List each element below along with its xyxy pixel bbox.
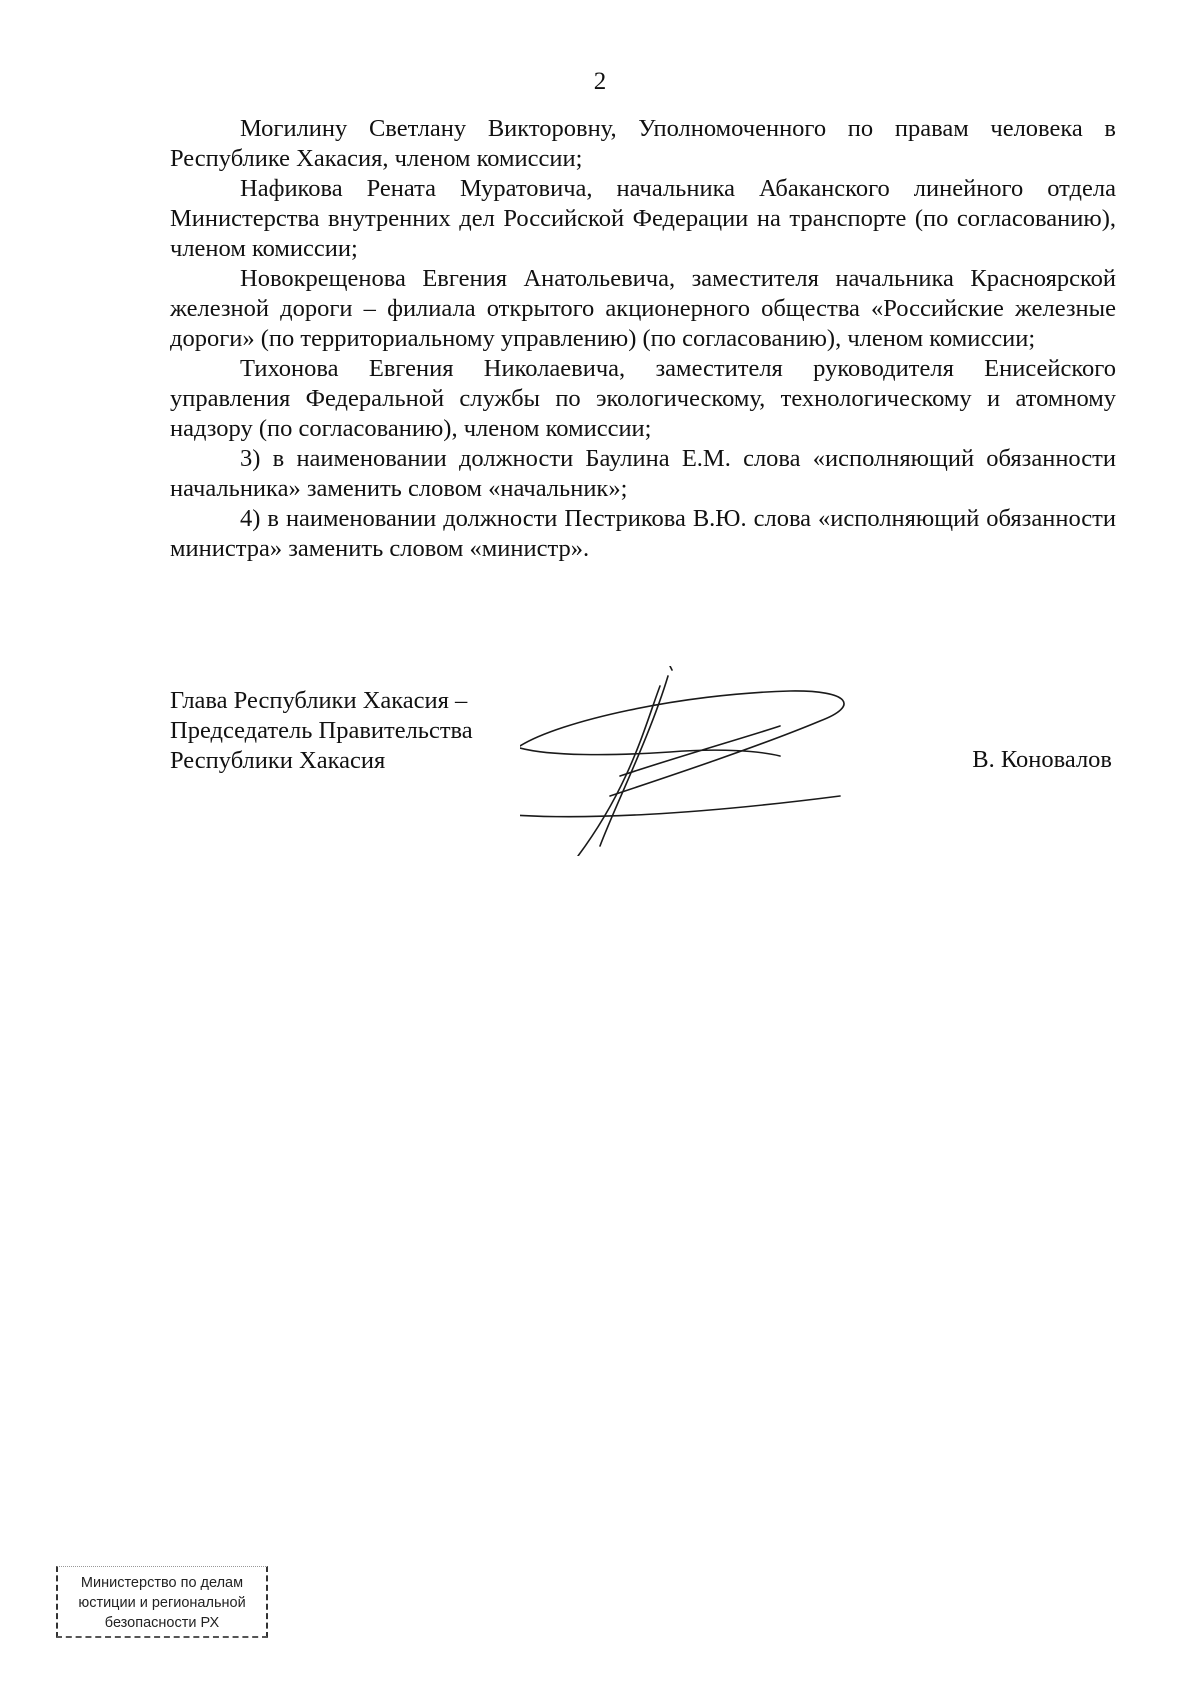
paragraph-nafikov: Нафикова Рената Муратовича, начальника Абаканского линейного отдела Министерства внутренних дел Российской Федерации на транспорте (по согласованию), членом комиссии; — [170, 175, 1116, 262]
page-number: 2 — [593, 68, 607, 95]
paragraph-mogilina: Могилину Светлану Викторовну, Уполномоченного по правам человека в Республике Хакасия, членом комиссии; — [170, 115, 1116, 172]
signatory-title-line: Республики Хакасия — [170, 747, 386, 774]
signatory-title-line: Председатель Правительства — [170, 717, 473, 744]
signatory-title-line: Глава Республики Хакасия – — [170, 687, 468, 714]
stamp-line: безопасности РХ — [104, 1615, 220, 1631]
paragraph-item-3: 3) в наименовании должности Баулина Е.М. слова «исполняющий обязанности начальника» заменить словом «начальник»; — [170, 445, 1116, 502]
paragraph-tikhonov: Тихонова Евгения Николаевича, заместителя руководителя Енисейского управления Федеральной службы по экологическому, технологическому и атомному надзору (по согласованию), членом комиссии; — [170, 355, 1116, 442]
registration-stamp — [56, 1566, 268, 1638]
signatory-name: В. Коновалов — [972, 746, 1112, 773]
stamp-line: Министерство по делам — [80, 1575, 244, 1591]
document-body — [170, 114, 1116, 564]
paragraph-item-4: 4) в наименовании должности Пестрикова В.Ю. слова «исполняющий обязанности министра» заменить словом «министр». — [170, 505, 1116, 562]
handwritten-signature — [520, 666, 920, 856]
stamp-line: юстиции и региональной — [78, 1595, 246, 1611]
paragraph-novokreshchenov: Новокрещенова Евгения Анатольевича, заместителя начальника Красноярской железной дороги – филиала открытого акционерного общества «Российские железные дороги» (по территориальному управлению) (по согласованию), членом комиссии; — [170, 265, 1116, 352]
signatory-title — [170, 686, 473, 776]
